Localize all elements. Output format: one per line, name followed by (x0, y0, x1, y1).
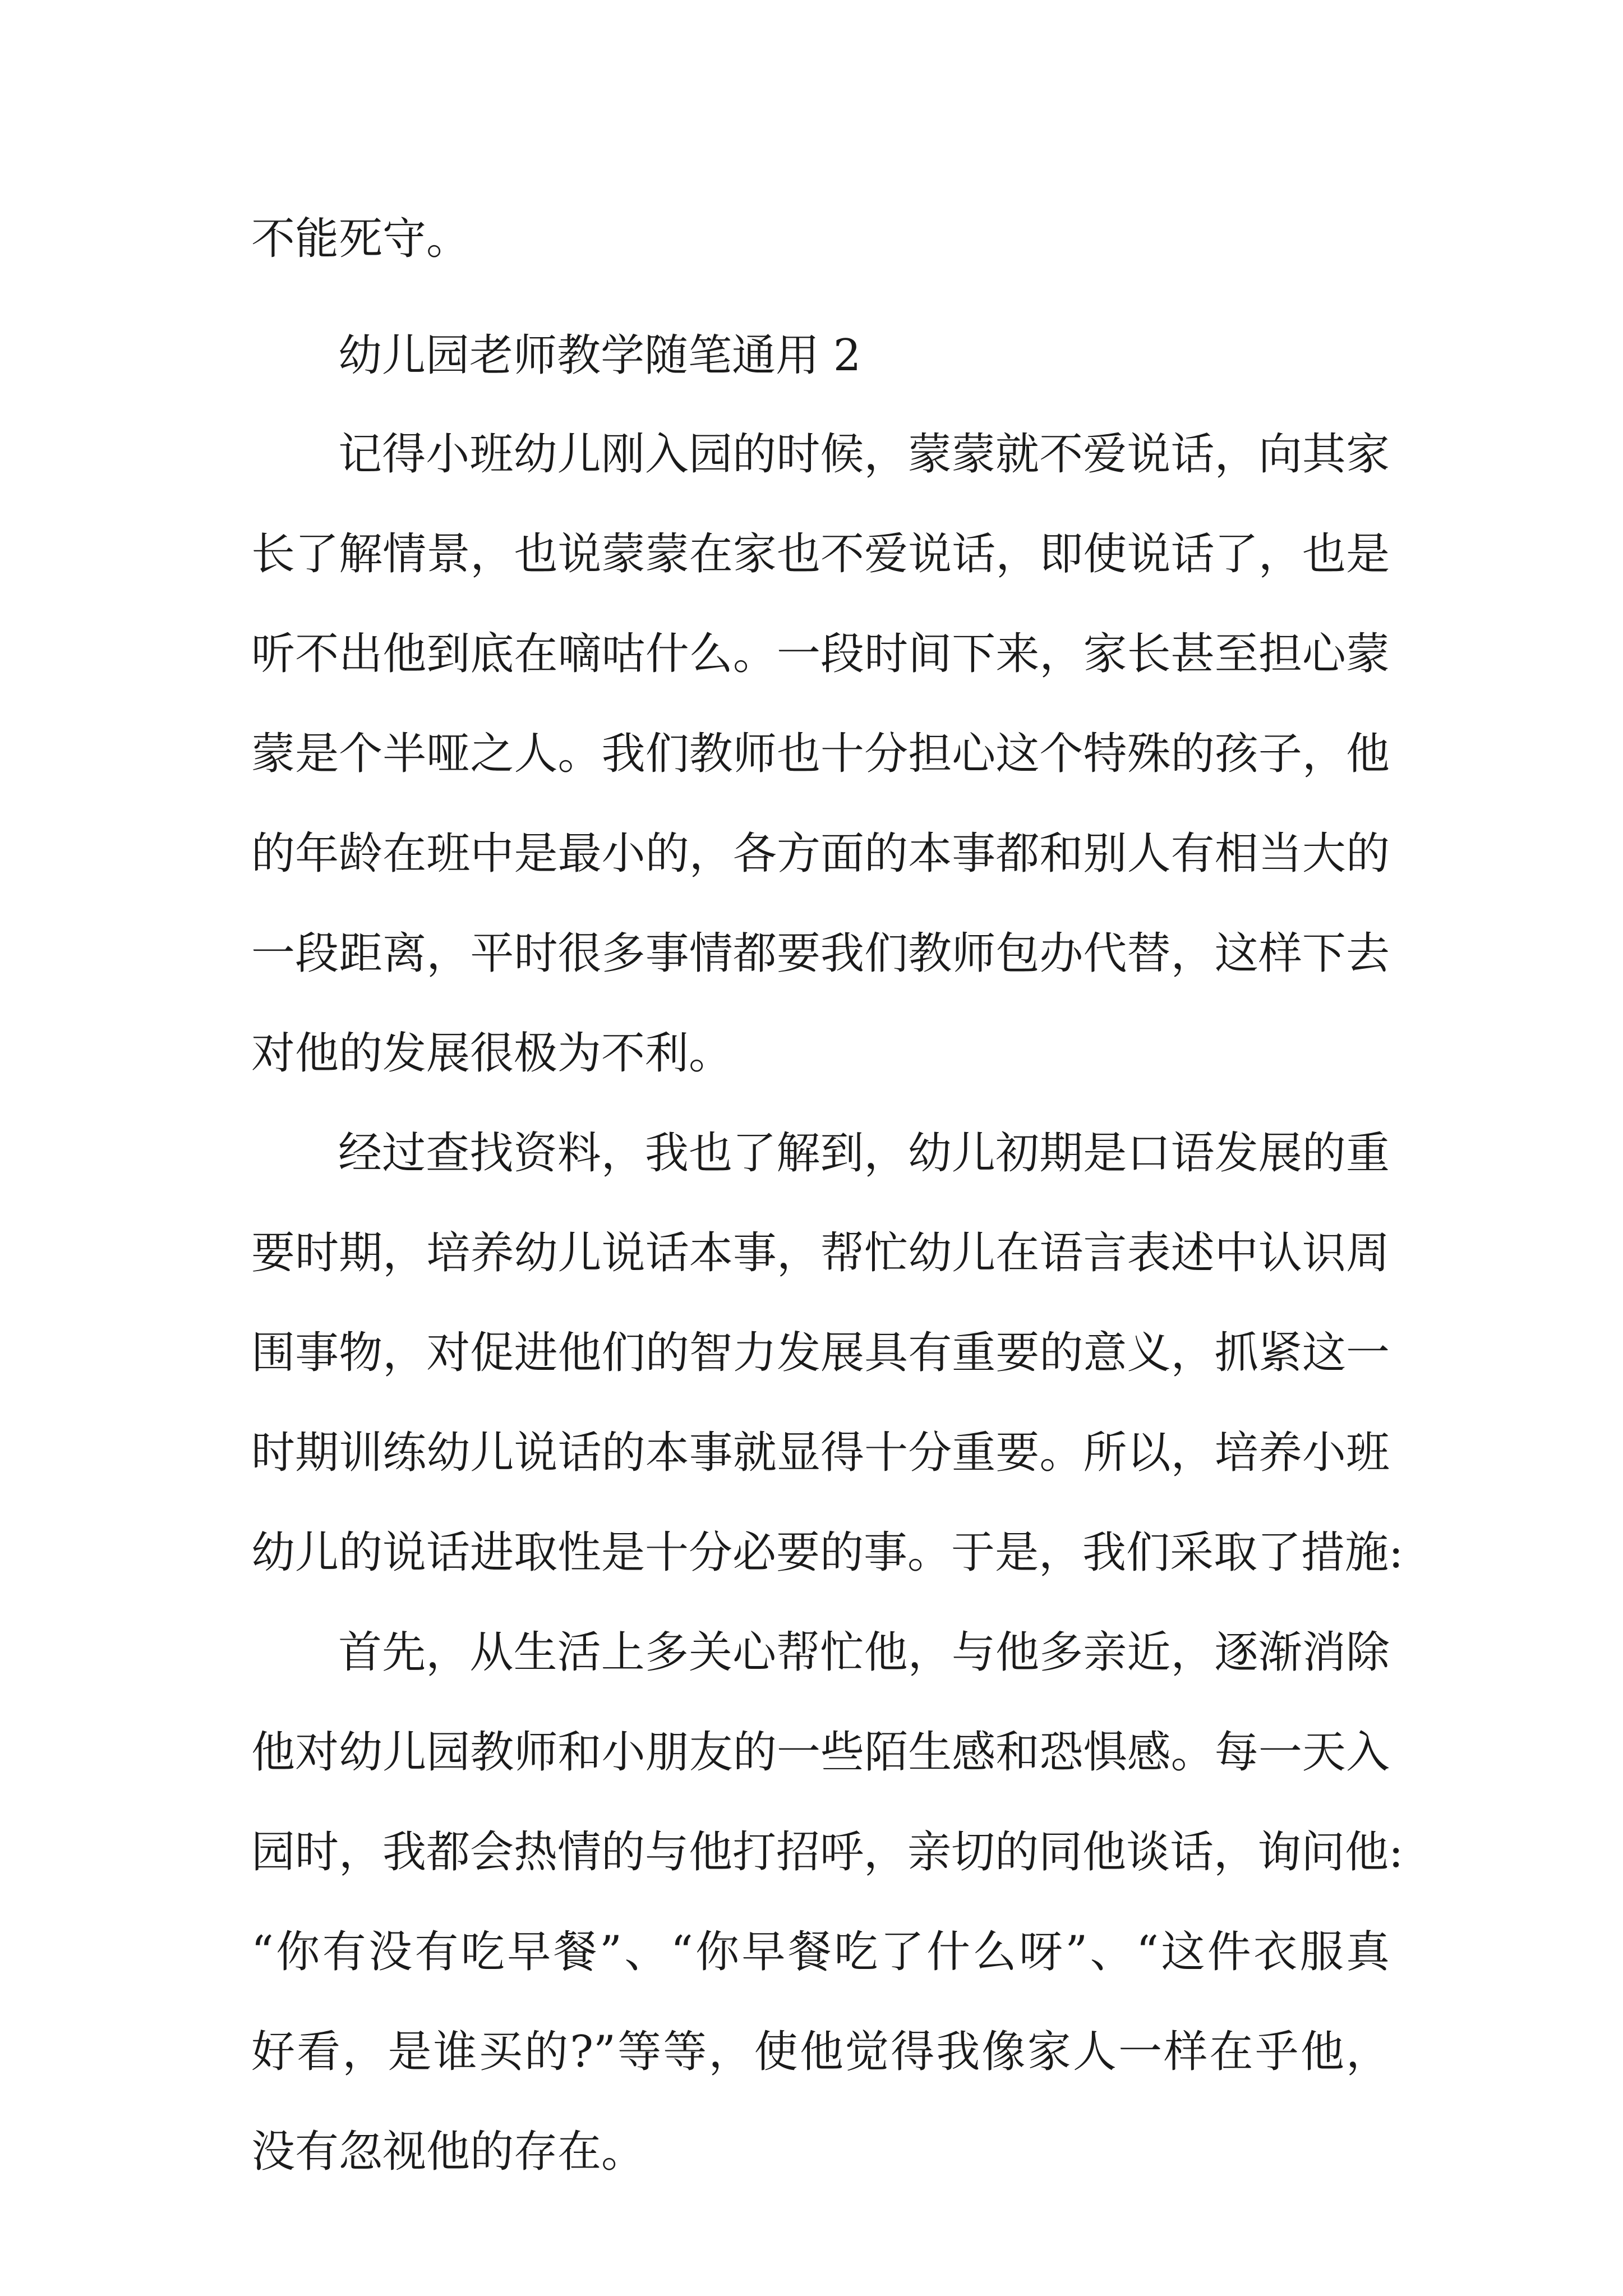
text-line: 听不出他到底在嘀咕什么。一段时间下来，家长甚至担心蒙 (251, 629, 1390, 679)
text-line: 园时，我都会热情的与他打招呼，亲切的同他谈话，询问他: (251, 1827, 1404, 1878)
text-line: 好看，是谁买的?”等等，使他觉得我像家人一样在乎他， (251, 2027, 1390, 2077)
text-line: 要时期，培养幼儿说话本事，帮忙幼儿在语言表述中认识周 (251, 1228, 1390, 1278)
text-line: 的年龄在班中是最小的，各方面的本事都和别人有相当大的 (251, 829, 1390, 879)
text-line: 幼儿的说话进取性是十分必要的事。于是，我们采取了措施: (251, 1527, 1404, 1578)
text-line: 对他的发展很极为不利。 (251, 1028, 733, 1079)
text-line: 围事物，对促进他们的智力发展具有重要的意义，抓紧这一 (251, 1328, 1390, 1378)
text-line: “你有没有吃早餐”、“你早餐吃了什么呀”、“这件衣服真 (251, 1927, 1390, 1977)
text-line: 一段距离，平时很多事情都要我们教师包办代替，这样下去 (251, 928, 1390, 979)
text-line: 首先，从生活上多关心帮忙他，与他多亲近，逐渐消除 (338, 1627, 1390, 1678)
text-line: 没有忽视他的存在。 (251, 2127, 645, 2177)
text-line: 长了解情景，也说蒙蒙在家也不爱说话，即使说话了，也是 (251, 529, 1390, 579)
text-line: 他对幼儿园教师和小朋友的一些陌生感和恐惧感。每一天入 (251, 1727, 1390, 1778)
text-line: 经过查找资料，我也了解到，幼儿初期是口语发展的重 (338, 1128, 1390, 1179)
section-heading: 幼儿园老师教学随笔通用 2 (338, 330, 861, 381)
text-line: 不能死守。 (251, 214, 471, 264)
text-line: 记得小班幼儿刚入园的时候，蒙蒙就不爱说话，向其家 (338, 429, 1390, 480)
text-line: 蒙是个半哑之人。我们教师也十分担心这个特殊的孩子，他 (251, 729, 1390, 779)
text-line: 时期训练幼儿说话的本事就显得十分重要。所以，培养小班 (251, 1428, 1390, 1478)
